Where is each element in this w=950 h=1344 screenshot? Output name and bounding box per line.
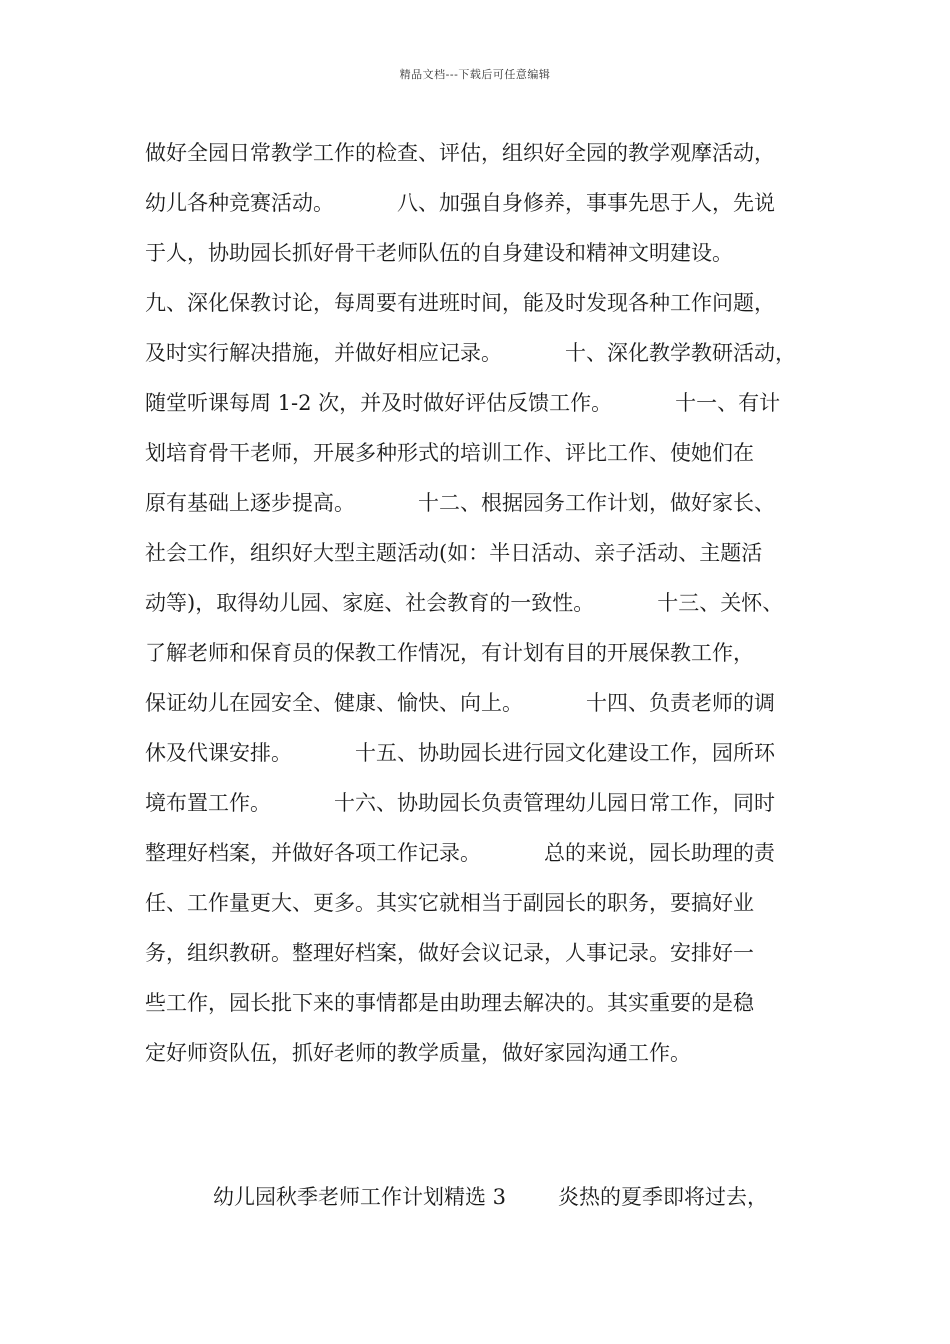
text-line: 幼儿各种竞赛活动。 八、加强自身修养，事事先思于人，先说 (145, 191, 775, 215)
page-header: 精品文档---下载后可任意编辑 (399, 68, 551, 81)
section-heading (213, 1172, 833, 1222)
text-line: 随堂听课每周 1-2 次，并及时做好评估反馈工作。 十一、有计 (145, 391, 781, 415)
text-line: 动等)，取得幼儿园、家庭、社会教育的一致性。 十三、关怀、 (145, 591, 784, 615)
text-line: 务，组织教研。整理好档案，做好会议记录，人事记录。安排好一 (145, 941, 754, 965)
text-line: 做好全园日常教学工作的检查、评估，组织好全园的教学观摩活动， (145, 141, 775, 165)
text-line: 定好师资队伍，抓好老师的教学质量，做好家园沟通工作。 (145, 1041, 691, 1065)
text-line: 了解老师和保育员的保教工作情况，有计划有目的开展保教工作， (145, 641, 754, 665)
text-line: 及时实行解决措施，并做好相应记录。 十、深化教学教研活动， (145, 341, 796, 365)
text-line: 些工作，园长批下来的事情都是由助理去解决的。其实重要的是稳 (145, 991, 754, 1015)
text-line: 九、深化保教讨论，每周要有进班时间，能及时发现各种工作问题， (145, 291, 775, 315)
text-line: 整理好档案，并做好各项工作记录。 总的来说，园长助理的责 (145, 841, 775, 865)
text-line: 社会工作，组织好大型主题活动(如：半日活动、亲子活动、主题活 (145, 541, 763, 565)
text-line: 休及代课安排。 十五、协助园长进行园文化建设工作，园所环 (145, 741, 775, 765)
text-line: 于人，协助园长抓好骨干老师队伍的自身建设和精神文明建设。 (145, 241, 733, 265)
section-title: 幼儿园秋季老师工作计划精选 3 (213, 1185, 507, 1209)
text-line: 任、工作量更大、更多。其实它就相当于副园长的职务，要搞好业 (145, 891, 754, 915)
section-opening: 炎热的夏季即将过去， (558, 1185, 769, 1209)
text-line: 境布置工作。 十六、协助园长负责管理幼儿园日常工作，同时 (145, 791, 775, 815)
text-line: 划培育骨干老师，开展多种形式的培训工作、评比工作、使她们在 (145, 441, 754, 465)
document-body (145, 128, 815, 1078)
text-line: 原有基础上逐步提高。 十二、根据园务工作计划，做好家长、 (145, 491, 775, 515)
text-line: 保证幼儿在园安全、健康、愉快、向上。 十四、负责老师的调 (145, 691, 775, 715)
